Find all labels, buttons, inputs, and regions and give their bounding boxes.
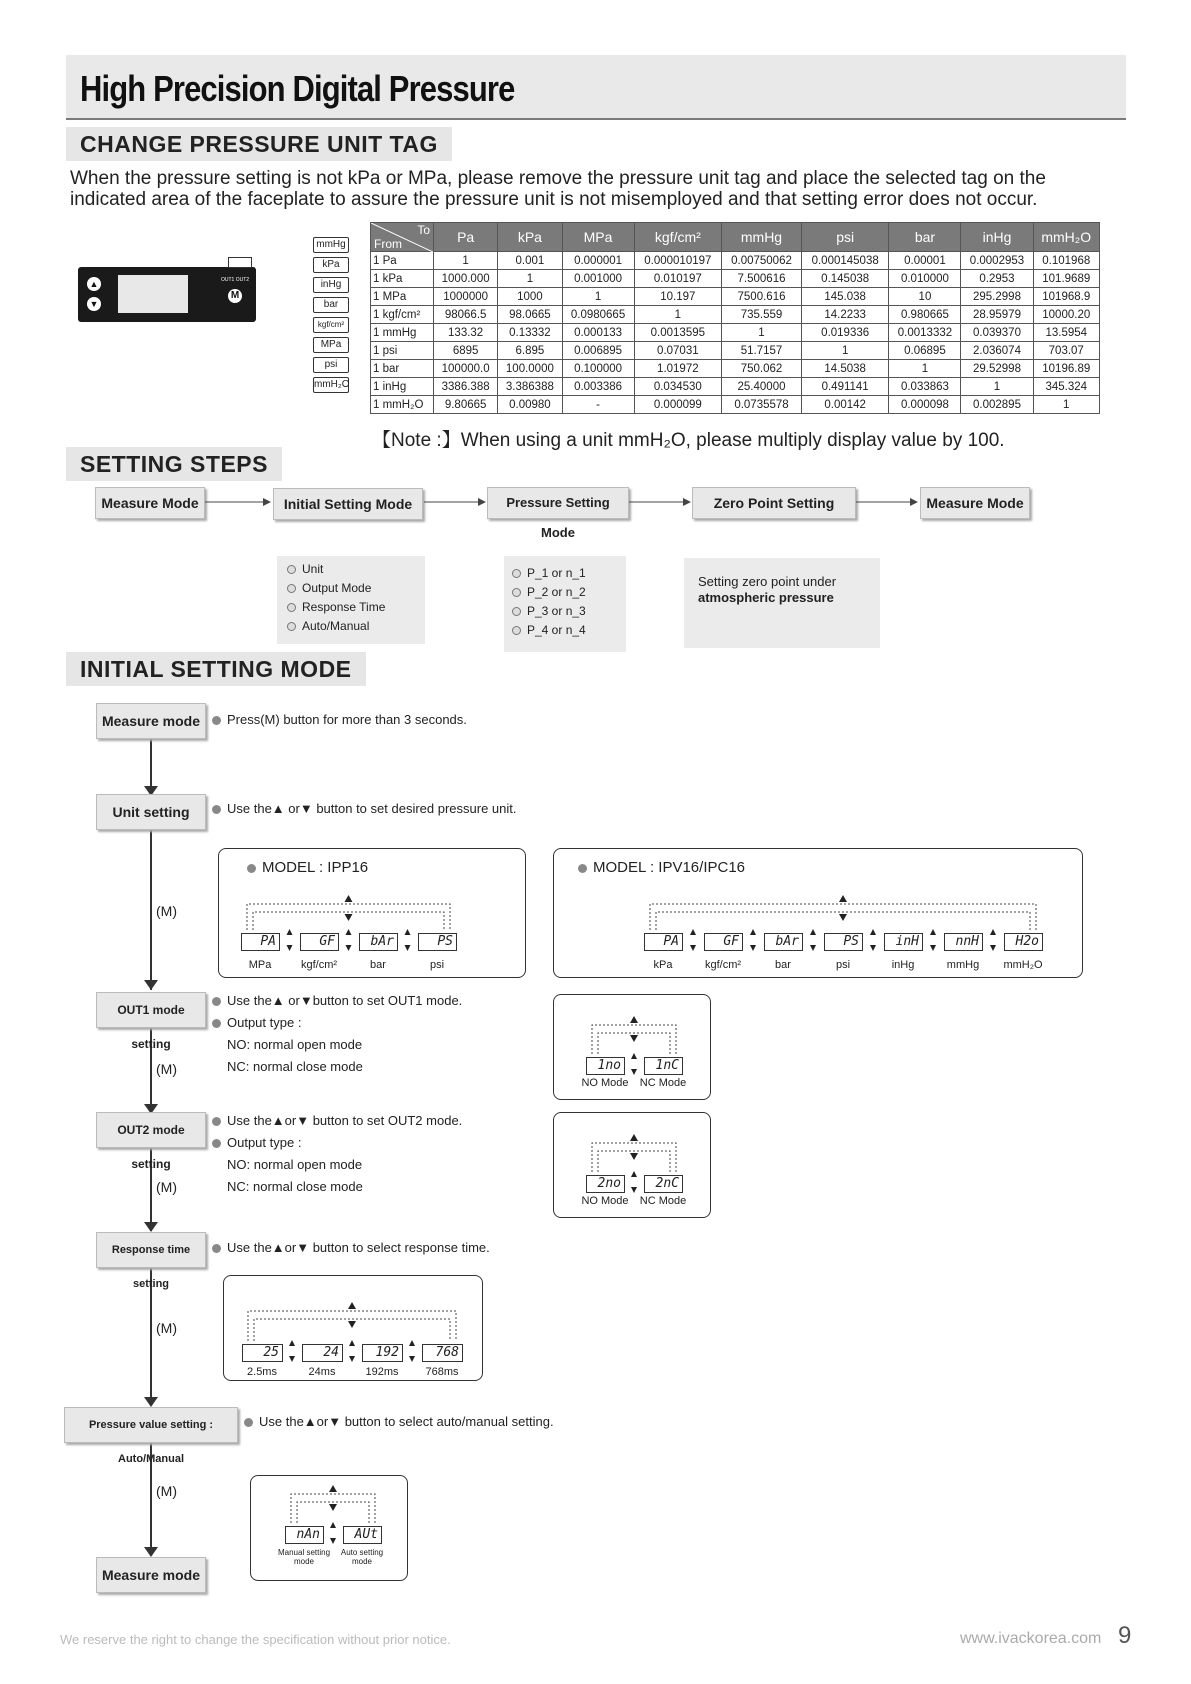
flow-desc-auto: Use the▲or▼ button to select auto/manual setting.: [244, 1411, 554, 1433]
table-cell: 0.100000: [562, 360, 634, 378]
unit-tag: psi: [313, 357, 349, 373]
initial-item: Response Time: [287, 598, 425, 617]
initial-item: Auto/Manual: [287, 617, 425, 636]
flow-out1-setting: OUT1 mode setting: [96, 992, 206, 1028]
table-cell: 1: [722, 324, 802, 342]
table-cell: 14.5038: [801, 360, 889, 378]
initial-item: Output Mode: [287, 579, 425, 598]
table-row-label: 1 inHg: [371, 378, 434, 396]
table-cell: 10: [889, 288, 961, 306]
table-cell: 2.036074: [961, 342, 1033, 360]
lcd-label: mmHg: [946, 959, 980, 971]
table-cell: 0.000145038: [801, 252, 889, 270]
table-cell: 1: [801, 342, 889, 360]
table-cell: 0.000010197: [634, 252, 722, 270]
table-cell: 295.2998: [961, 288, 1033, 306]
table-cell: 10196.89: [1033, 360, 1100, 378]
table-header-cell: kPa: [498, 223, 562, 252]
table-cell: 0.000099: [634, 396, 722, 414]
lcd-display: inH: [884, 933, 923, 951]
table-cell: 0.491141: [801, 378, 889, 396]
lcd-display: 1no: [586, 1057, 625, 1075]
bullet-icon: [212, 1117, 221, 1126]
table-cell: 703.07: [1033, 342, 1100, 360]
footer-url: www.ivackorea.com: [960, 1630, 1102, 1647]
down-arrow-icon: [750, 945, 756, 951]
lcd-label: bar: [775, 959, 791, 971]
down-arrow-icon: [346, 945, 352, 951]
table-cell: 6.895: [498, 342, 562, 360]
bullet-icon: [512, 626, 521, 635]
table-cell: 1: [434, 252, 498, 270]
lcd-display: AUt: [343, 1526, 382, 1544]
table-header-cell: bar: [889, 223, 961, 252]
m-label: (M): [156, 1320, 177, 1336]
down-arrow-icon: [405, 945, 411, 951]
down-arrow-icon: [839, 914, 847, 921]
flow-desc-measure: Press(M) button for more than 3 seconds.: [212, 709, 467, 731]
m-button: M: [228, 289, 242, 303]
bullet-icon: [244, 1418, 253, 1427]
down-arrow-icon: [631, 1187, 637, 1193]
table-header-cell: mmH₂O: [1033, 223, 1100, 252]
table-cell: 1: [498, 270, 562, 288]
table-header-cell: Pa: [434, 223, 498, 252]
lcd-label: 192ms: [365, 1366, 399, 1378]
up-arrow-icon: [330, 1522, 336, 1528]
table-cell: 1000.000: [434, 270, 498, 288]
lcd-label: 2.5ms: [247, 1366, 277, 1378]
table-cell: 0.00980: [498, 396, 562, 414]
lcd-label: NC Mode: [639, 1077, 687, 1089]
unit-tag: kPa: [313, 257, 349, 273]
table-cell: 1: [1033, 396, 1100, 414]
model-ipv16-title: MODEL : IPV16/IPC16: [578, 859, 745, 876]
table-cell: 0.006895: [562, 342, 634, 360]
table-cell: 0.0980665: [562, 306, 634, 324]
table-cell: 100.0000: [498, 360, 562, 378]
lcd-label: psi: [429, 959, 445, 971]
up-arrow-icon: [870, 929, 876, 935]
table-cell: 0.07031: [634, 342, 722, 360]
table-cell: 0.019336: [801, 324, 889, 342]
unit-tag: kgf/cm²: [313, 317, 349, 333]
down-button-icon: ▼: [87, 297, 101, 311]
intro-line-2: indicated area of the faceplate to assure the pressure unit is not misemployed and that setting error does not occur.: [70, 189, 1038, 210]
up-arrow-icon: [750, 929, 756, 935]
down-arrow-icon: [990, 945, 996, 951]
table-cell: 1000: [498, 288, 562, 306]
lcd-label: MPa: [248, 959, 272, 971]
lcd-display: bAr: [359, 933, 398, 951]
down-arrow-icon: [409, 1356, 415, 1362]
table-row-label: 1 MPa: [371, 288, 434, 306]
up-arrow-icon: [287, 929, 293, 935]
lcd-display: GF: [704, 933, 743, 951]
table-cell: 0.0002953: [961, 252, 1033, 270]
lcd-label: Manual setting mode: [277, 1548, 331, 1566]
footer-disclaimer: We reserve the right to change the specification without prior notice.: [60, 1632, 451, 1647]
down-arrow-icon: [287, 945, 293, 951]
pressure-item: P_4 or n_4: [512, 621, 626, 640]
section-heading-setting-steps: SETTING STEPS: [66, 447, 282, 481]
footer-page-number: 9: [1118, 1622, 1132, 1649]
unit-tag: inHg: [313, 277, 349, 293]
up-arrow-icon: [349, 1340, 355, 1346]
step-measure-mode-end: Measure Mode: [920, 487, 1030, 519]
down-arrow-icon: [630, 1153, 638, 1160]
table-cell: 0.0013595: [634, 324, 722, 342]
initial-item: Unit: [287, 560, 425, 579]
lcd-display: 768: [422, 1344, 463, 1362]
table-cell: 100000.0: [434, 360, 498, 378]
table-row-label: 1 bar: [371, 360, 434, 378]
table-cell: 345.324: [1033, 378, 1100, 396]
table-cell: 0.039370: [961, 324, 1033, 342]
table-cell: 3386.388: [434, 378, 498, 396]
up-arrow-icon: [289, 1340, 295, 1346]
bullet-icon: [512, 607, 521, 616]
model-ipp16-panel: [218, 848, 526, 978]
bullet-icon: [212, 1139, 221, 1148]
down-arrow-icon: [349, 1356, 355, 1362]
bullet-icon: [212, 1244, 221, 1253]
up-arrow-icon: [346, 929, 352, 935]
down-arrow-icon: [690, 945, 696, 951]
corner-to: To: [417, 223, 430, 237]
m-label: (M): [156, 1179, 177, 1195]
down-arrow-icon: [345, 914, 353, 921]
initial-items-box: [277, 556, 425, 644]
flow-desc-unit: Use the▲ or▼ button to set desired pressure unit.: [212, 798, 517, 820]
lcd-label: 768ms: [425, 1366, 459, 1378]
step-zero-point: Zero Point Setting: [692, 487, 856, 519]
table-cell: 6895: [434, 342, 498, 360]
lcd-label: NC Mode: [639, 1195, 687, 1207]
bullet-icon: [512, 588, 521, 597]
flow-desc-response: Use the▲or▼ button to select response time.: [212, 1237, 490, 1259]
m-label: (M): [156, 1061, 177, 1077]
up-arrow-icon: [409, 1340, 415, 1346]
lcd-display: PS: [418, 933, 457, 951]
table-cell: 0.0735578: [722, 396, 802, 414]
step-initial-setting: Initial Setting Mode: [273, 488, 423, 520]
lcd-display: nnH: [944, 933, 983, 951]
table-cell: 1000000: [434, 288, 498, 306]
table-cell: 0.145038: [801, 270, 889, 288]
down-arrow-icon: [330, 1538, 336, 1544]
table-cell: 0.000133: [562, 324, 634, 342]
up-arrow-icon: [839, 895, 847, 902]
lcd-display: GF: [300, 933, 339, 951]
table-cell: 14.2233: [801, 306, 889, 324]
down-arrow-icon: [289, 1356, 295, 1362]
bullet-icon: [212, 997, 221, 1006]
table-cell: 735.559: [722, 306, 802, 324]
bullet-icon: [287, 565, 296, 574]
down-arrow-icon: [870, 945, 876, 951]
table-cell: 0.13332: [498, 324, 562, 342]
pressure-items-box: [504, 556, 626, 652]
table-row-label: 1 mmHg: [371, 324, 434, 342]
lcd-label: psi: [835, 959, 851, 971]
down-arrow-icon: [348, 1321, 356, 1328]
table-cell: 0.002895: [961, 396, 1033, 414]
out2-panel: [553, 1112, 711, 1218]
flow-out2-setting: OUT2 mode setting: [96, 1112, 206, 1148]
out1-panel: [553, 994, 711, 1100]
model-ipp16-title: MODEL : IPP16: [247, 859, 368, 876]
table-cell: 29.52998: [961, 360, 1033, 378]
table-row-label: 1 mmH₂O: [371, 396, 434, 414]
down-arrow-icon: [810, 945, 816, 951]
m-label: (M): [156, 903, 177, 919]
table-cell: 3.386388: [498, 378, 562, 396]
up-arrow-icon: [990, 929, 996, 935]
table-cell: 133.32: [434, 324, 498, 342]
table-note: 【Note :】When using a unit mmH₂O, please multiply display value by 100.: [372, 430, 1005, 451]
pressure-item: P_1 or n_1: [512, 564, 626, 583]
down-arrow-icon: [631, 1069, 637, 1075]
m-label: (M): [156, 1483, 177, 1499]
table-cell: 0.101968: [1033, 252, 1100, 270]
up-arrow-icon: [631, 1053, 637, 1059]
page-title: High Precision Digital Pressure: [80, 68, 515, 109]
table-header-cell: inHg: [961, 223, 1033, 252]
up-arrow-icon: [630, 1016, 638, 1023]
table-row-label: 1 kPa: [371, 270, 434, 288]
table-cell: 25.40000: [722, 378, 802, 396]
bullet-icon: [287, 584, 296, 593]
lcd-label: Auto setting mode: [340, 1548, 384, 1566]
bullet-icon: [287, 622, 296, 631]
pressure-item: P_2 or n_2: [512, 583, 626, 602]
table-cell: 101.9689: [1033, 270, 1100, 288]
table-cell: 0.06895: [889, 342, 961, 360]
lcd-display: 192: [362, 1344, 403, 1362]
table-cell: 1: [562, 288, 634, 306]
down-arrow-icon: [930, 945, 936, 951]
step-pressure-setting: Pressure Setting Mode: [487, 487, 629, 519]
lcd-display: PS: [824, 933, 863, 951]
table-cell: 1: [634, 306, 722, 324]
pressure-item: P_3 or n_3: [512, 602, 626, 621]
up-arrow-icon: [329, 1485, 337, 1492]
unit-tag: MPa: [313, 337, 349, 353]
intro-line-1: When the pressure setting is not kPa or MPa, please remove the pressure unit tag and place the selected tag on the: [70, 168, 1046, 189]
table-cell: 0.00001: [889, 252, 961, 270]
up-arrow-icon: [345, 895, 353, 902]
section-heading-unit-tag: CHANGE PRESSURE UNIT TAG: [66, 127, 452, 161]
unit-tag: mmH₂O: [313, 377, 349, 393]
up-arrow-icon: [690, 929, 696, 935]
flow-desc-out2: Use the▲or▼ button to set OUT2 mode. Output type : NO: normal open mode NC: normal close mode: [212, 1110, 462, 1198]
up-button-icon: ▲: [87, 277, 101, 291]
lcd-display: 2no: [586, 1175, 625, 1193]
lcd-display: 24: [302, 1344, 343, 1362]
flow-response-time: Response time setting: [96, 1232, 206, 1268]
flow-measure-mode: Measure mode: [96, 703, 206, 739]
table-cell: 0.0013332: [889, 324, 961, 342]
up-arrow-icon: [810, 929, 816, 935]
auto-manual-panel: [250, 1475, 408, 1581]
table-cell: 750.062: [722, 360, 802, 378]
up-arrow-icon: [930, 929, 936, 935]
lcd-label: NO Mode: [581, 1195, 629, 1207]
lcd-display: 1nC: [644, 1057, 683, 1075]
lcd-label: mmH₂O: [1003, 959, 1043, 971]
table-cell: 51.7157: [722, 342, 802, 360]
response-panel: [223, 1275, 483, 1381]
table-cell: 0.001: [498, 252, 562, 270]
table-cell: 0.003386: [562, 378, 634, 396]
flow-auto-manual: Pressure value setting : Auto/Manual: [64, 1407, 238, 1443]
table-cell: 98066.5: [434, 306, 498, 324]
table-header-cell: kgf/cm²: [634, 223, 722, 252]
table-row-label: 1 Pa: [371, 252, 434, 270]
lcd-label: 24ms: [308, 1366, 336, 1378]
step-measure-mode: Measure Mode: [95, 487, 205, 519]
table-cell: 1: [889, 360, 961, 378]
table-cell: 0.00750062: [722, 252, 802, 270]
unit-tag: mmHg: [313, 237, 349, 253]
bullet-icon: [212, 805, 221, 814]
table-header-cell: psi: [801, 223, 889, 252]
table-cell: -: [562, 396, 634, 414]
table-cell: 1.01972: [634, 360, 722, 378]
table-cell: 98.0665: [498, 306, 562, 324]
table-cell: 0.000098: [889, 396, 961, 414]
lcd-label: kPa: [653, 959, 673, 971]
bullet-icon: [212, 716, 221, 725]
step-arrows: [0, 0, 1191, 560]
table-row-label: 1 kgf/cm²: [371, 306, 434, 324]
table-cell: 0.980665: [889, 306, 961, 324]
table-cell: 0.00142: [801, 396, 889, 414]
up-arrow-icon: [348, 1302, 356, 1309]
lcd-label: NO Mode: [581, 1077, 629, 1089]
lcd-display: 2nC: [644, 1175, 683, 1193]
zero-point-box: [684, 558, 880, 648]
lcd-label: inHg: [891, 959, 915, 971]
table-cell: 0.034530: [634, 378, 722, 396]
table-cell: 0.010000: [889, 270, 961, 288]
up-arrow-icon: [630, 1134, 638, 1141]
table-cell: 0.000001: [562, 252, 634, 270]
flow-unit-setting: Unit setting: [96, 794, 206, 830]
table-cell: 7500.616: [722, 288, 802, 306]
lcd-label: kgf/cm²: [300, 959, 338, 971]
lcd-label: kgf/cm²: [704, 959, 742, 971]
table-cell: 10000.20: [1033, 306, 1100, 324]
table-cell: 0.2953: [961, 270, 1033, 288]
table-cell: 7.500616: [722, 270, 802, 288]
unit-tag: bar: [313, 297, 349, 313]
table-cell: 1: [961, 378, 1033, 396]
bullet-icon: [512, 569, 521, 578]
bullet-icon: [212, 1019, 221, 1028]
table-header-cell: mmHg: [722, 223, 802, 252]
out-labels: OUT1 OUT2: [221, 277, 250, 283]
zero-text-2: atmospheric pressure: [698, 590, 834, 605]
table-header-cell: MPa: [562, 223, 634, 252]
lcd-display: 25: [242, 1344, 283, 1362]
flow-measure-mode-end: Measure mode: [96, 1557, 206, 1593]
lcd-display: PA: [241, 933, 280, 951]
lcd-display: H2o: [1004, 933, 1043, 951]
flow-desc-out1: Use the▲ or▼button to set OUT1 mode. Output type : NO: normal open mode NC: normal close mode: [212, 990, 462, 1078]
table-cell: 0.010197: [634, 270, 722, 288]
zero-text-1: Setting zero point under: [698, 574, 837, 589]
table-cell: 145.038: [801, 288, 889, 306]
up-arrow-icon: [631, 1171, 637, 1177]
down-arrow-icon: [329, 1504, 337, 1511]
up-arrow-icon: [405, 929, 411, 935]
table-cell: 28.95979: [961, 306, 1033, 324]
section-heading-initial-setting: INITIAL SETTING MODE: [66, 652, 366, 686]
table-cell: 0.033863: [889, 378, 961, 396]
lcd-display: nAn: [285, 1526, 324, 1544]
down-arrow-icon: [630, 1035, 638, 1042]
corner-from: From: [374, 237, 402, 251]
table-row-label: 1 psi: [371, 342, 434, 360]
table-cell: 13.5954: [1033, 324, 1100, 342]
table-cell: 9.80665: [434, 396, 498, 414]
table-cell: 10.197: [634, 288, 722, 306]
lcd-label: bar: [370, 959, 386, 971]
bullet-icon: [287, 603, 296, 612]
table-cell: 101968.9: [1033, 288, 1100, 306]
model-ipv16-panel: [553, 848, 1083, 978]
table-cell: 0.001000: [562, 270, 634, 288]
lcd-display: bAr: [764, 933, 803, 951]
lcd-display: PA: [644, 933, 683, 951]
